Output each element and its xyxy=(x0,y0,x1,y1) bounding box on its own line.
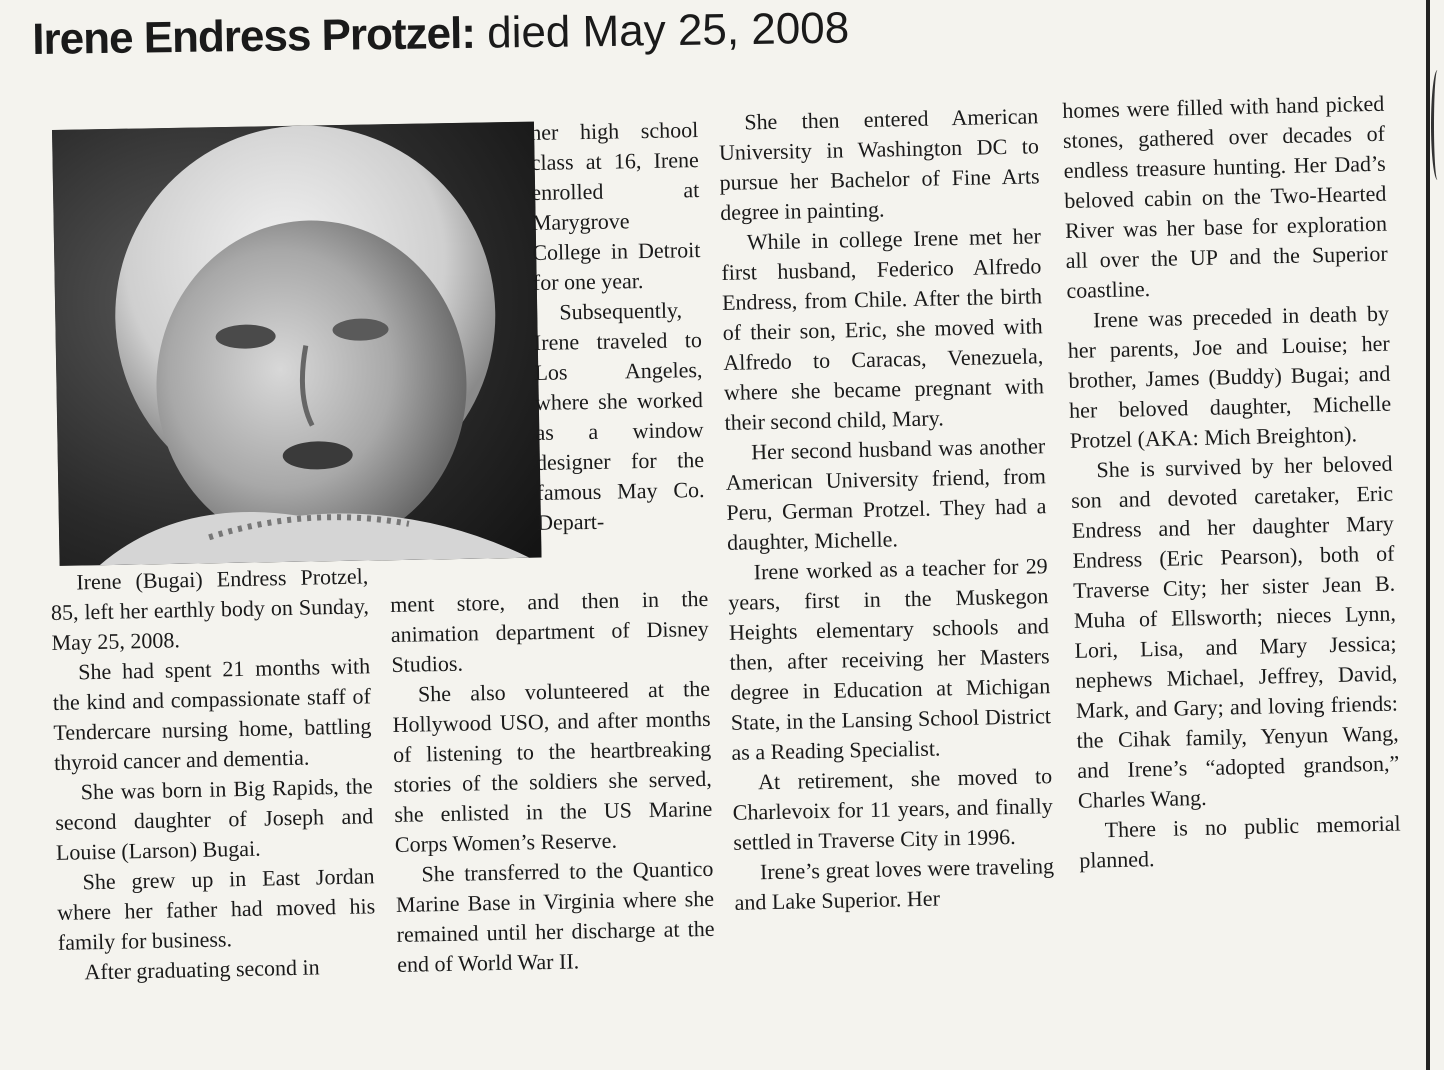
headline-name: Irene Endress Protzel: xyxy=(32,8,476,64)
paragraph: She is survived by her beloved son and devoted caretaker, Eric Endress and her daughter Mary Endress (Eric Pearson), both of Traverse City; her sister Jean B. Muha of Ellsworth; nieces Lynn, Lori, Lisa, and Mary Jessica; nephews Michael, Jeffrey, David, Mark, and Gary; and loving friends: the Cihak family, Yenyun Wang, and Irene’s “adopted grandson,” Charles Wang. xyxy=(1070,450,1400,813)
paragraph: homes were filled with hand picked stones, gathered over decades of endless treasure hunting. Her Dad’s beloved cabin on the Two-Hearted River was her base for exploration all over the UP and the Superior coastline. xyxy=(1062,90,1388,303)
column-1 xyxy=(50,561,377,988)
page-edge-rule xyxy=(1426,0,1430,1070)
column-4 xyxy=(1062,89,1402,876)
paragraph: While in college Irene met her first husband, Federico Alfredo Endress, from Chile. After the birth of their son, Eric, she moved with Alfredo to Caracas, Venezuela, where she became pregnant with their second child, Mary. xyxy=(721,223,1045,435)
paragraph: Irene worked as a teacher for 29 years, first in the Muskegon Heights elementary schools and then, after receiving her Masters degree in Education at Michigan State, in the Lansing School District as a Reading Specialist. xyxy=(728,553,1052,765)
column-2-upper xyxy=(530,115,705,538)
paragraph: At retirement, she moved to Charlevoix for 11 years, and finally settled in Traverse City in 1996. xyxy=(732,763,1053,855)
paragraph: Her second husband was another American University friend, from Peru, German Protzel. They had a daughter, Michelle. xyxy=(725,433,1047,555)
paragraph: Irene (Bugai) Endress Protzel, 85, left her earthly body on Sunday, May 25, 2008. xyxy=(50,563,370,655)
paragraph: Irene’s great loves were traveling and Lake Superior. Her xyxy=(734,853,1055,915)
paragraph: Irene was preceded in death by her parents, Joe and Louise; her brother, James (Buddy) Bugai; and her beloved daughter, Michelle Protzel (AKA: Mich Breighton). xyxy=(1067,300,1392,453)
page-edge-curl xyxy=(1431,70,1444,180)
paragraph: She grew up in East Jordan where her father had moved his family for business. xyxy=(56,863,376,955)
portrait-photo xyxy=(52,122,542,566)
headline-death-date: died May 25, 2008 xyxy=(474,3,850,58)
obituary-headline xyxy=(32,3,850,66)
paragraph: her high school class at 16, Irene enrolled at Marygrove College in Detroit for one year. xyxy=(530,117,701,295)
column-3 xyxy=(718,101,1055,918)
paragraph: There is no public memorial planned. xyxy=(1079,810,1401,873)
paragraph: She had spent 21 months with the kind and compassionate staff of Tendercare nursing home, battling thyroid cancer and dementia. xyxy=(52,653,372,775)
paragraph: ment store, and then in the animation department of Disney Studios. xyxy=(390,585,710,677)
column-2-lower xyxy=(390,584,715,980)
paragraph: She then entered American University in Washington DC to pursue her Bachelor of Fine Arts degree in painting. xyxy=(718,103,1040,225)
paragraph: After graduating second in xyxy=(84,954,320,985)
paragraph: Subsequently, Irene traveled to Los Angeles, where she worked as a window designer for the famous May Co. Depart- xyxy=(533,297,705,535)
paragraph: She also volunteered at the Hollywood USO, and after months of listening to the heartbreaking stories of the soldiers she served, she enlisted in the US Marine Corps Women’s Reserve. xyxy=(392,675,713,857)
paragraph: She was born in Big Rapids, the second daughter of Joseph and Louise (Larson) Bugai. xyxy=(55,773,374,865)
paragraph: She transferred to the Quantico Marine Base in Virginia where she remained until her discharge at the end of World War II. xyxy=(395,855,715,977)
